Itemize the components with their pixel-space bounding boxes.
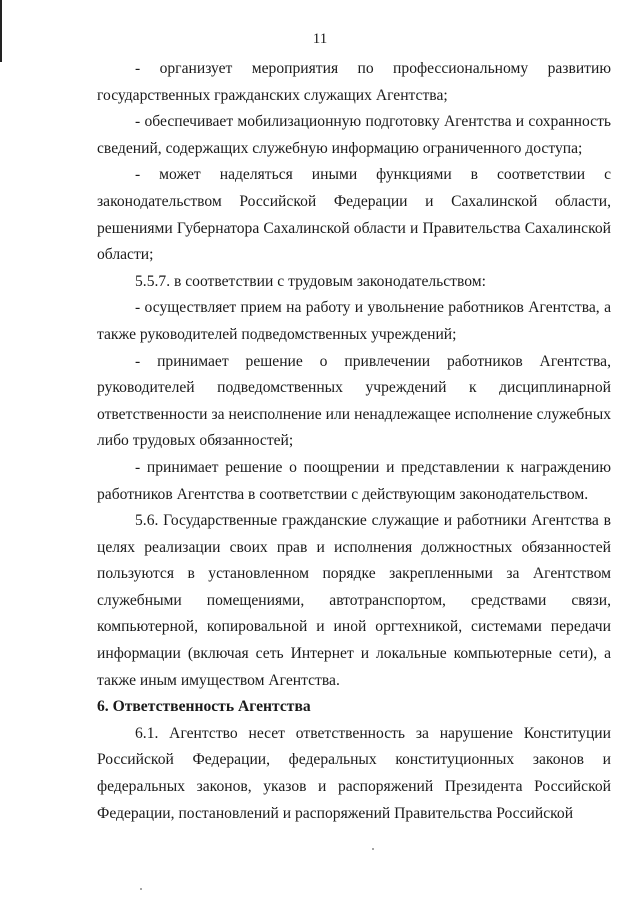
document-body [97,56,611,827]
paragraph-disciplinary: - принимает решение о привлечении работников Агентства, руководителей подведомственных учреждений к дисциплинарной ответственности за неисполнение или ненадлежащее исполнение служебных либо трудовых обязанностей; [97,352,611,450]
paragraph-responsibility: 6.1. Агентство несет ответственность за нарушение Конституции Российской Федерации, федеральных конституционных законов и федеральных законов, указов и распоряжений Президента Российской Федерации, постановлений и распоряжений Правительства Российской [97,724,611,822]
paragraph-other-functions: - может наделяться иными функциями в соответствии с законодательством Российской Федерации и Сахалинской области, решениями Губернатора Сахалинской области и Правительства Сахалинской области; [97,166,611,264]
paragraph-hiring: - осуществляет прием на работу и увольнение работников Агентства, а также руководителей подведомственных учреждений; [97,299,611,343]
page-number: 11 [312,31,328,47]
scan-speck [372,848,374,850]
paragraph-mobilization: - обеспечивает мобилизационную подготовку Агентства и сохранность сведений, содержащих служебную информацию ограниченного доступа; [97,113,611,157]
section-heading: 6. Ответственность Агентства [97,698,311,716]
paragraph-property-use: 5.6. Государственные гражданские служащие и работники Агентства в целях реализации своих прав и исполнения должностных обязанностей пользуются в установленном порядке закрепленными за Агентством служебными помещениями, автотранспортом, средствами связи, компьютерной, копировальной и иной оргтехникой, системами передачи информации (включая сеть Интернет и локальные компьютерные сети), а также иным имуществом Агентства. [97,512,611,689]
paragraph-rewards: - принимает решение о поощрении и представлении к награждению работников Агентства в соответствии с действующим законодательством. [97,458,611,503]
scan-speck [140,888,142,890]
paragraph-labor-law: 5.5.7. в соответствии с трудовым законодательством: [135,272,486,290]
paragraph-professional-development: - организует мероприятия по профессиональному развитию государственных гражданских служащих Агентства; [97,60,611,104]
